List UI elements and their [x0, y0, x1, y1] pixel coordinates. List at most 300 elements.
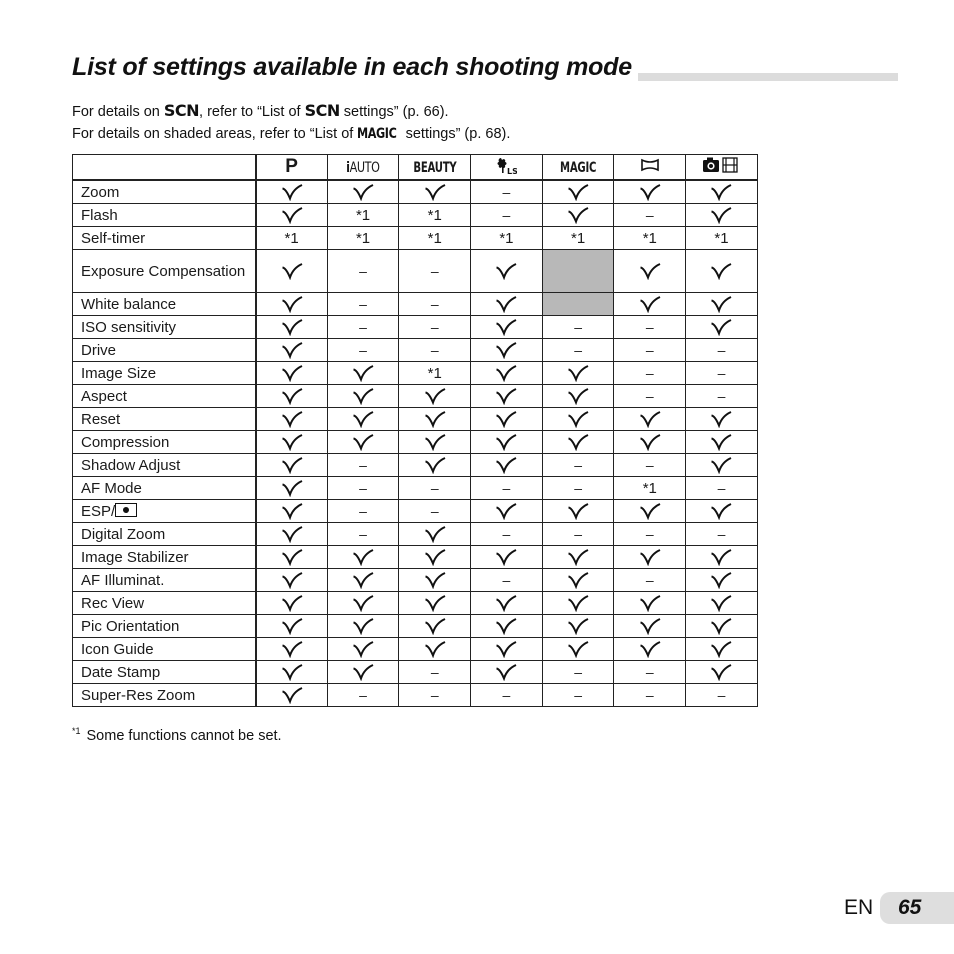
header-panorama-mode [614, 155, 686, 181]
available-cell [471, 362, 543, 385]
note-cell [327, 227, 399, 250]
settings-table [72, 154, 758, 707]
iauto-rest: AUTO [349, 159, 380, 176]
unavailable-cell [471, 569, 543, 592]
checkmark-icon [639, 617, 661, 635]
checkmark-icon [639, 433, 661, 451]
available-cell [686, 204, 758, 227]
setting-label-text: Date Stamp [81, 663, 161, 681]
available-cell [399, 523, 471, 546]
note-cell [542, 227, 614, 250]
dash-mark: – [502, 183, 511, 200]
dash-mark: – [574, 318, 582, 335]
available-cell [399, 615, 471, 638]
available-cell [686, 661, 758, 684]
checkmark-icon [281, 295, 303, 313]
setting-label [73, 431, 256, 454]
unavailable-cell [399, 250, 471, 293]
dash-mark: – [645, 663, 654, 680]
available-cell [327, 180, 399, 204]
available-cell [256, 362, 328, 385]
checkmark-icon [281, 433, 303, 451]
available-cell [686, 408, 758, 431]
dash-mark: – [574, 456, 582, 473]
dash-mark: – [430, 663, 439, 680]
unavailable-cell [471, 523, 543, 546]
dash-mark: – [359, 341, 367, 358]
iauto-i: i [346, 159, 350, 176]
checkmark-icon [281, 571, 303, 589]
checkmark-icon [710, 617, 732, 635]
available-cell [686, 293, 758, 316]
checkmark-icon [710, 640, 732, 658]
checkmark-icon [281, 548, 303, 566]
checkmark-icon [710, 262, 732, 280]
checkmark-icon [710, 502, 732, 520]
footnote-text: Some functions cannot be set. [86, 728, 282, 744]
unavailable-cell [327, 316, 399, 339]
checkmark-icon [495, 433, 517, 451]
checkmark-icon [352, 571, 374, 589]
checkmark-icon [281, 525, 303, 543]
panorama-mode-icon [640, 158, 660, 172]
dash-mark: – [645, 525, 654, 542]
checkmark-icon [495, 295, 517, 313]
available-cell [327, 362, 399, 385]
available-cell [542, 500, 614, 523]
checkmark-icon [710, 183, 732, 201]
dash-mark: – [430, 502, 439, 519]
dash-mark: – [359, 686, 367, 703]
checkmark-icon [710, 433, 732, 451]
setting-label-text: Reset [81, 410, 121, 428]
setting-label-text: White balance [81, 295, 177, 313]
checkmark-icon [352, 433, 374, 451]
available-cell [327, 431, 399, 454]
available-cell [256, 523, 328, 546]
checkmark-icon [352, 387, 374, 405]
intro-line-2-suffix: settings” (p. 68). [401, 126, 511, 142]
page-title: List of settings available in each shooting mode [72, 52, 638, 82]
available-cell [256, 546, 328, 569]
unavailable-cell [686, 339, 758, 362]
low-light-portrait-mode-icon [495, 155, 517, 175]
footnote-mark: *1 [72, 726, 81, 736]
available-cell [256, 477, 328, 500]
setting-label-text: Rec View [81, 594, 145, 612]
checkmark-icon [567, 206, 589, 224]
available-cell [542, 638, 614, 661]
header-camera-movie-mode [686, 155, 758, 181]
header-magic-mode [542, 155, 614, 181]
available-cell [399, 592, 471, 615]
unavailable-cell [327, 339, 399, 362]
checkmark-icon [639, 502, 661, 520]
intro-line-1-mid: , refer to “List of [199, 104, 305, 120]
note-cell [256, 227, 328, 250]
scn-mode-label-2: SCN [304, 101, 340, 120]
checkmark-icon [567, 617, 589, 635]
checkmark-icon [281, 594, 303, 612]
table-row [73, 569, 758, 592]
available-cell [327, 615, 399, 638]
dash-mark: – [430, 262, 439, 279]
unavailable-cell [471, 204, 543, 227]
dash-mark: – [645, 686, 654, 703]
table-row [73, 339, 758, 362]
checkmark-icon [424, 640, 446, 658]
available-cell [256, 569, 328, 592]
dash-mark: – [574, 341, 582, 358]
available-cell [471, 615, 543, 638]
setting-label-text: ESP/ [81, 502, 116, 520]
unavailable-cell [471, 684, 543, 707]
note-cell [471, 227, 543, 250]
checkmark-icon [352, 617, 374, 635]
available-cell [399, 454, 471, 477]
table-row [73, 546, 758, 569]
setting-label-text: Drive [81, 341, 117, 359]
dash-mark: – [359, 456, 367, 473]
checkmark-icon [281, 341, 303, 359]
unavailable-cell [614, 362, 686, 385]
unavailable-cell [542, 523, 614, 546]
checkmark-icon [567, 410, 589, 428]
intro-line-1 [72, 101, 449, 120]
checkmark-icon [495, 640, 517, 658]
available-cell [256, 180, 328, 204]
checkmark-icon [281, 456, 303, 474]
checkmark-icon [710, 295, 732, 313]
setting-label-text: Self-timer [81, 229, 146, 247]
setting-label [73, 661, 256, 684]
magic-mode-label: MAGIC [357, 126, 397, 142]
dash-mark: – [717, 479, 726, 496]
setting-label [73, 500, 256, 523]
checkmark-icon [710, 206, 732, 224]
checkmark-icon [495, 663, 517, 681]
checkmark-icon [352, 548, 374, 566]
setting-label-text: AF Mode [81, 479, 142, 497]
unavailable-cell [614, 569, 686, 592]
table-row [73, 638, 758, 661]
available-cell [399, 431, 471, 454]
available-cell [256, 385, 328, 408]
ls-mode-text: LS [507, 167, 518, 175]
available-cell [542, 385, 614, 408]
dash-mark: – [717, 341, 726, 358]
unavailable-cell [614, 204, 686, 227]
available-cell [471, 293, 543, 316]
available-cell [686, 180, 758, 204]
unavailable-cell [327, 684, 399, 707]
note-cell [614, 477, 686, 500]
page-number: 65 [880, 892, 954, 924]
shaded-cell [542, 250, 614, 293]
table-row [73, 684, 758, 707]
setting-label [73, 227, 256, 250]
checkmark-icon [639, 262, 661, 280]
unavailable-cell [399, 684, 471, 707]
note-text: *1 [427, 364, 442, 382]
setting-label-text: Super-Res Zoom [81, 686, 196, 704]
available-cell [614, 615, 686, 638]
available-cell [256, 500, 328, 523]
available-cell [686, 431, 758, 454]
available-cell [471, 638, 543, 661]
unavailable-cell [399, 316, 471, 339]
available-cell [542, 180, 614, 204]
unavailable-cell [327, 523, 399, 546]
note-cell [399, 227, 471, 250]
table-row [73, 615, 758, 638]
note-text: *1 [355, 206, 371, 224]
checkmark-icon [567, 387, 589, 405]
checkmark-icon [495, 594, 517, 612]
available-cell [399, 408, 471, 431]
table-row [73, 293, 758, 316]
dash-mark: – [645, 206, 654, 223]
dash-mark: – [430, 686, 439, 703]
dash-mark: – [574, 525, 582, 542]
dash-mark: – [645, 571, 654, 588]
checkmark-icon [710, 571, 732, 589]
unavailable-cell [542, 339, 614, 362]
unavailable-cell [686, 477, 758, 500]
table-header-row [73, 155, 758, 181]
unavailable-cell [614, 661, 686, 684]
available-cell [686, 592, 758, 615]
unavailable-cell [399, 500, 471, 523]
available-cell [614, 500, 686, 523]
available-cell [686, 316, 758, 339]
checkmark-icon [495, 364, 517, 382]
available-cell [327, 408, 399, 431]
dash-mark: – [430, 341, 439, 358]
setting-label-text: Icon Guide [81, 640, 154, 658]
checkmark-icon [567, 183, 589, 201]
setting-label-text: Digital Zoom [81, 525, 166, 543]
dash-mark: – [574, 663, 582, 680]
note-text: *1 [355, 229, 371, 247]
available-cell [256, 316, 328, 339]
checkmark-icon [281, 640, 303, 658]
unavailable-cell [614, 339, 686, 362]
checkmark-icon [424, 617, 446, 635]
unavailable-cell [399, 661, 471, 684]
note-text: *1 [499, 229, 514, 247]
available-cell [542, 204, 614, 227]
checkmark-icon [639, 594, 661, 612]
checkmark-icon [281, 410, 303, 428]
available-cell [471, 454, 543, 477]
unavailable-cell [327, 250, 399, 293]
checkmark-icon [281, 262, 303, 280]
spot-metering-icon [115, 503, 137, 517]
unavailable-cell [327, 477, 399, 500]
checkmark-icon [495, 410, 517, 428]
available-cell [614, 293, 686, 316]
available-cell [686, 638, 758, 661]
checkmark-icon [424, 525, 446, 543]
unavailable-cell [542, 316, 614, 339]
available-cell [256, 293, 328, 316]
header-iauto-mode [327, 155, 399, 181]
setting-label-text: Zoom [81, 183, 120, 201]
table-row [73, 250, 758, 293]
table-row [73, 661, 758, 684]
setting-label-text: AF Illuminat. [81, 571, 165, 589]
footnote [72, 726, 282, 744]
checkmark-icon [567, 502, 589, 520]
checkmark-icon [352, 183, 374, 201]
checkmark-icon [710, 318, 732, 336]
checkmark-icon [710, 594, 732, 612]
checkmark-icon [424, 594, 446, 612]
checkmark-icon [639, 410, 661, 428]
dash-mark: – [430, 479, 439, 496]
setting-label [73, 523, 256, 546]
checkmark-icon [710, 456, 732, 474]
setting-label [73, 316, 256, 339]
table-row [73, 454, 758, 477]
unavailable-cell [327, 454, 399, 477]
available-cell [256, 408, 328, 431]
setting-label-text: ISO sensitivity [81, 318, 177, 336]
unavailable-cell [614, 523, 686, 546]
setting-label [73, 293, 256, 316]
dash-mark: – [359, 318, 367, 335]
unavailable-cell [327, 293, 399, 316]
available-cell [399, 638, 471, 661]
checkmark-icon [710, 663, 732, 681]
checkmark-icon [567, 364, 589, 382]
dash-mark: – [717, 387, 726, 404]
intro-line-2-prefix: For details on shaded areas, refer to “List of [72, 126, 358, 142]
available-cell [256, 339, 328, 362]
checkmark-icon [424, 387, 446, 405]
available-cell [256, 592, 328, 615]
dash-mark: – [502, 206, 511, 223]
available-cell [542, 569, 614, 592]
setting-label [73, 684, 256, 707]
dash-mark: – [717, 686, 726, 703]
available-cell [399, 546, 471, 569]
setting-label-text: Image Stabilizer [81, 548, 189, 566]
available-cell [256, 250, 328, 293]
dash-mark: – [359, 479, 367, 496]
available-cell [256, 684, 328, 707]
dash-mark: – [430, 295, 439, 312]
available-cell [542, 615, 614, 638]
note-cell [399, 204, 471, 227]
setting-label-text: Compression [81, 433, 170, 451]
checkmark-icon [495, 341, 517, 359]
table-row [73, 500, 758, 523]
available-cell [327, 546, 399, 569]
available-cell [614, 431, 686, 454]
available-cell [614, 408, 686, 431]
intro-line-2 [72, 126, 510, 142]
checkmark-icon [281, 183, 303, 201]
checkmark-icon [281, 364, 303, 382]
checkmark-icon [424, 410, 446, 428]
available-cell [614, 180, 686, 204]
table-row [73, 408, 758, 431]
available-cell [614, 592, 686, 615]
setting-label [73, 569, 256, 592]
available-cell [471, 661, 543, 684]
dash-mark: – [502, 525, 511, 542]
unavailable-cell [614, 316, 686, 339]
dash-mark: – [645, 387, 654, 404]
available-cell [256, 638, 328, 661]
checkmark-icon [495, 456, 517, 474]
dash-mark: – [502, 686, 511, 703]
checkmark-icon [352, 410, 374, 428]
setting-label [73, 546, 256, 569]
checkmark-icon [352, 364, 374, 382]
page-number-area [844, 892, 954, 924]
checkmark-icon [567, 571, 589, 589]
p-mode-label: P [285, 156, 298, 177]
setting-label-text: Aspect [81, 387, 127, 405]
unavailable-cell [542, 661, 614, 684]
setting-label [73, 180, 256, 204]
table-row [73, 316, 758, 339]
available-cell [256, 204, 328, 227]
title-area [72, 52, 898, 82]
checkmark-icon [567, 548, 589, 566]
checkmark-icon [639, 548, 661, 566]
note-text: *1 [571, 229, 586, 247]
unavailable-cell [542, 684, 614, 707]
available-cell [471, 316, 543, 339]
checkmark-icon [424, 571, 446, 589]
header-corner [73, 155, 256, 181]
checkmark-icon [639, 183, 661, 201]
available-cell [686, 546, 758, 569]
checkmark-icon [281, 617, 303, 635]
dash-mark: – [430, 318, 439, 335]
checkmark-icon [495, 387, 517, 405]
note-cell [399, 362, 471, 385]
available-cell [542, 362, 614, 385]
setting-label-text: Exposure Compensation [81, 262, 246, 280]
checkmark-icon [281, 502, 303, 520]
header-beauty-mode [399, 155, 471, 181]
setting-label [73, 385, 256, 408]
dash-mark: – [574, 479, 582, 496]
available-cell [471, 250, 543, 293]
available-cell [614, 638, 686, 661]
table-row [73, 385, 758, 408]
scn-mode-label: SCN [163, 101, 200, 120]
checkmark-icon [567, 594, 589, 612]
unavailable-cell [399, 293, 471, 316]
available-cell [256, 661, 328, 684]
unavailable-cell [686, 523, 758, 546]
checkmark-icon [495, 548, 517, 566]
checkmark-icon [281, 206, 303, 224]
table-row [73, 362, 758, 385]
unavailable-cell [542, 454, 614, 477]
unavailable-cell [327, 500, 399, 523]
available-cell [327, 638, 399, 661]
checkmark-icon [424, 548, 446, 566]
setting-label [73, 592, 256, 615]
available-cell [686, 569, 758, 592]
